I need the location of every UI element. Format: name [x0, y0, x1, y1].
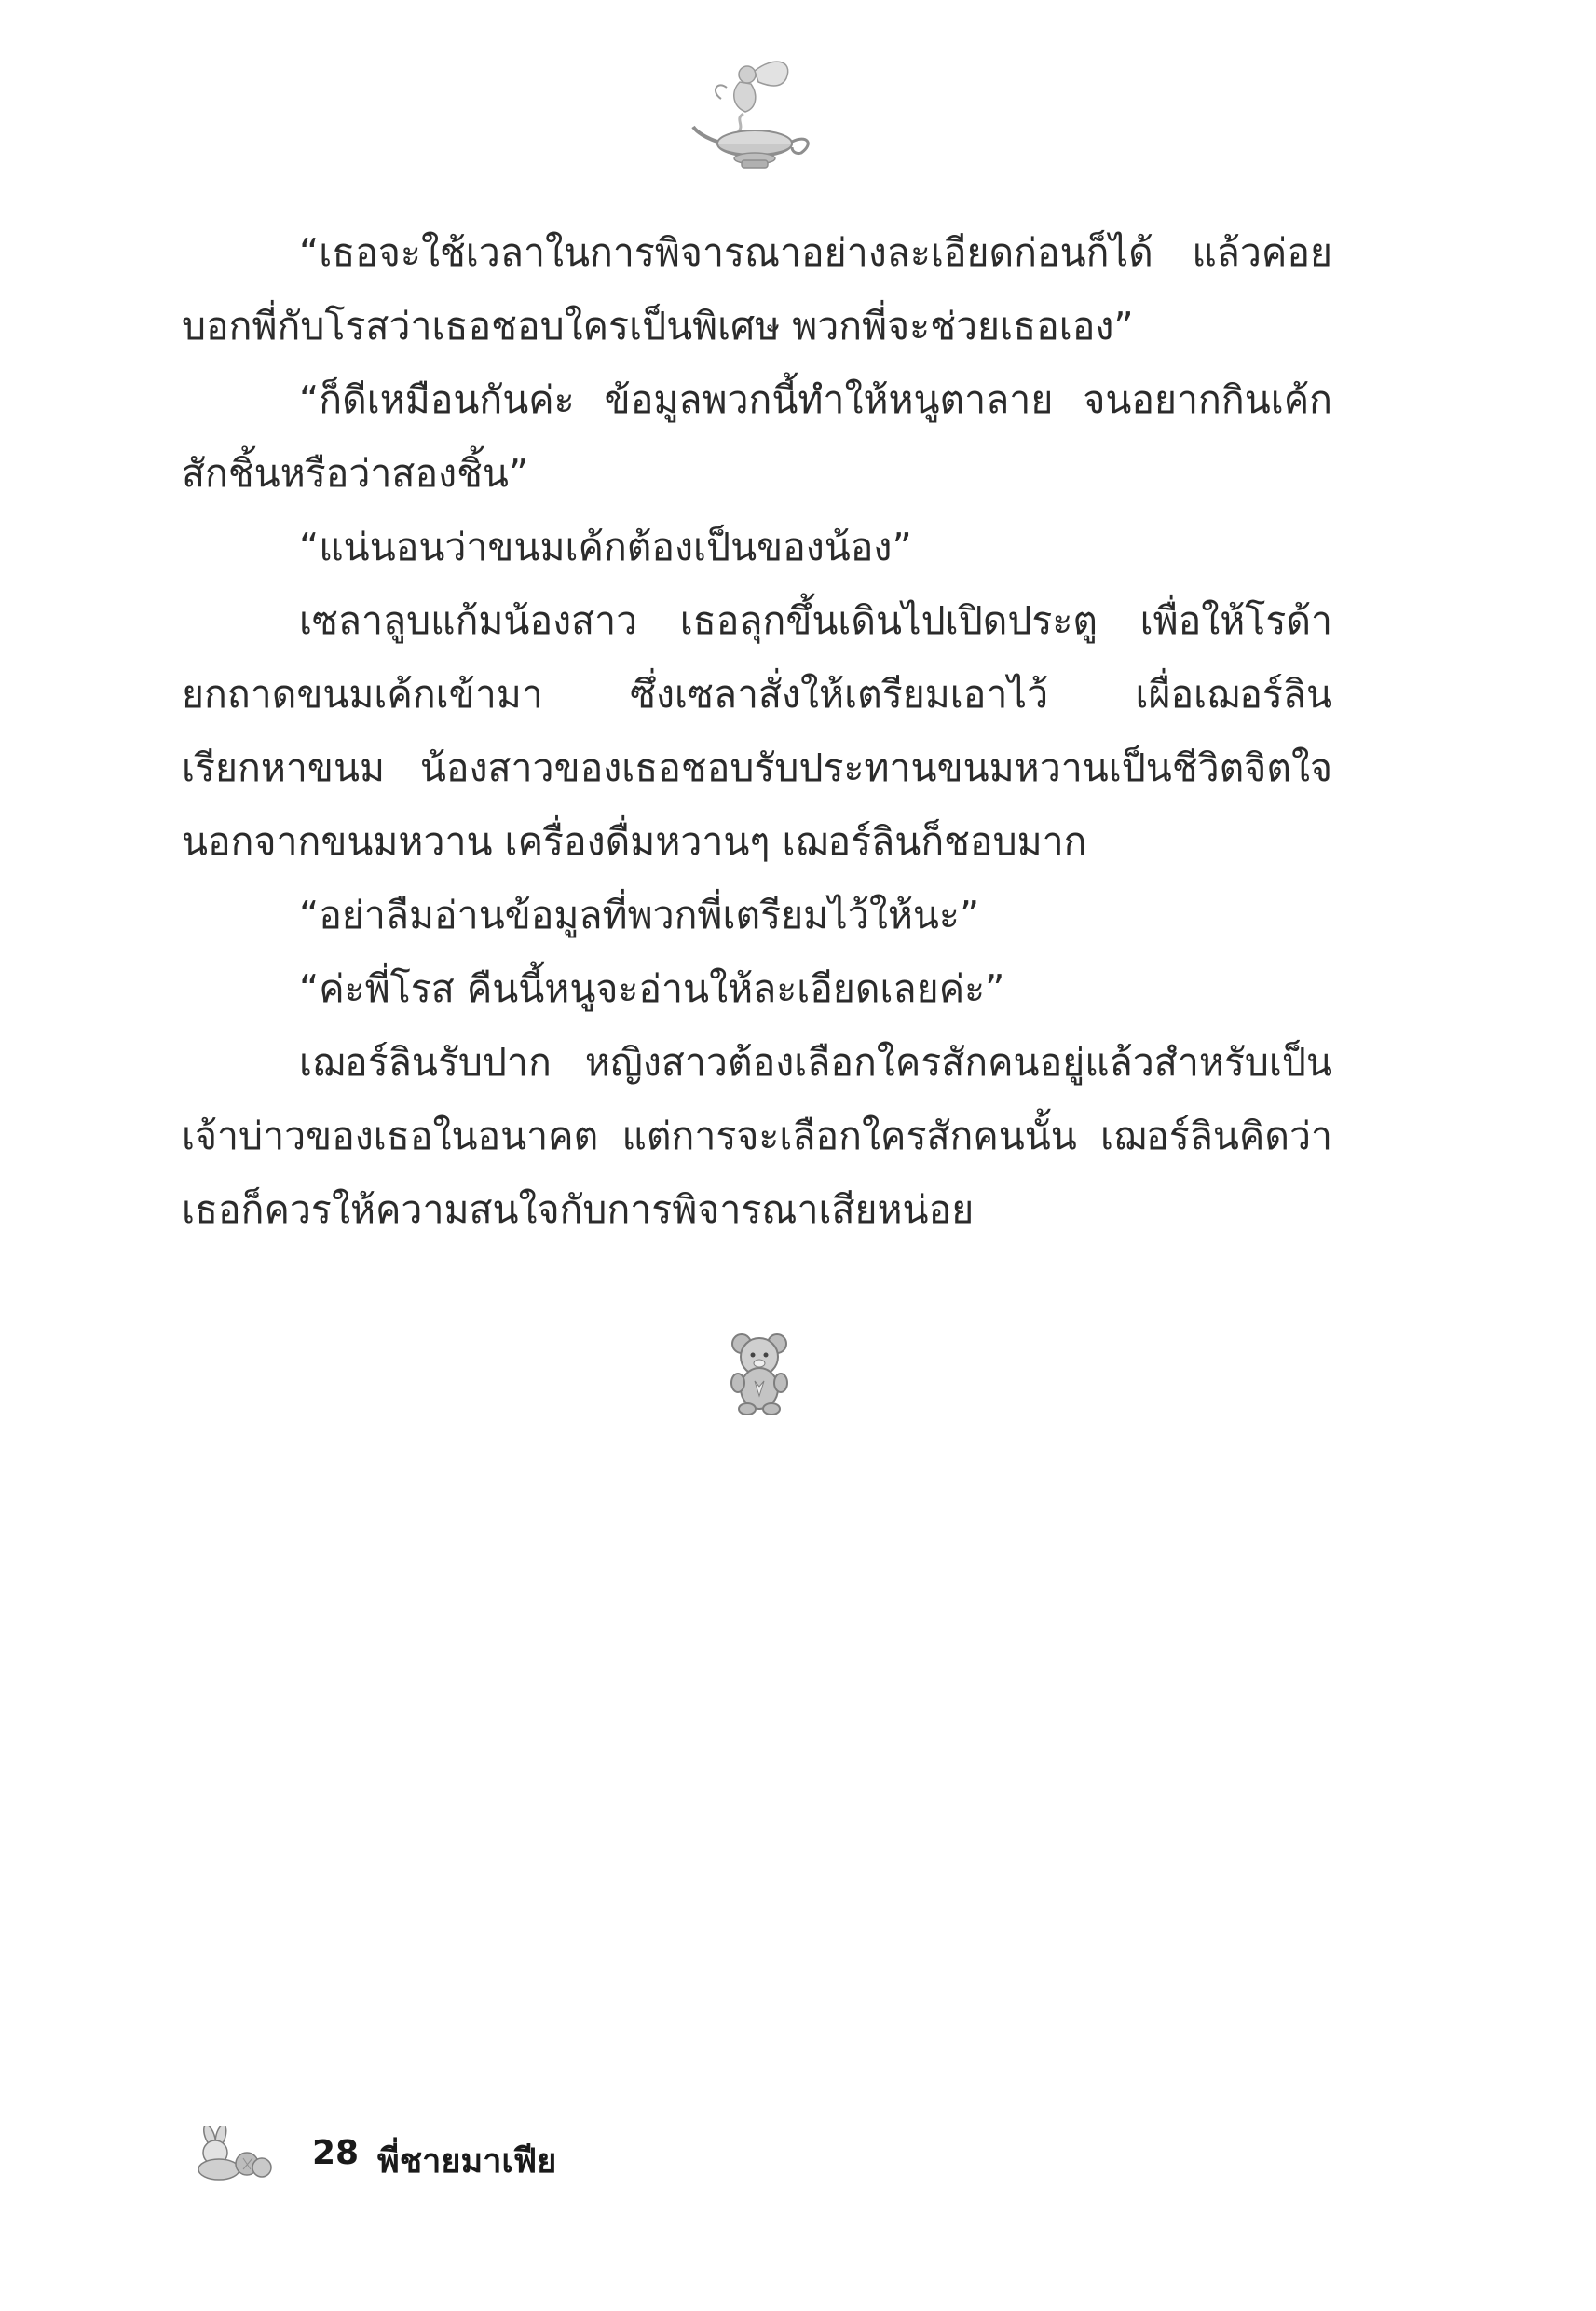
paragraph-line: ยกถาดขนมเค้กเข้ามา ซึ่งเซลาสั่งให้เตรียมเอาไว้ เผื่อเฌอร์ลิน	[182, 672, 1332, 717]
paragraph-line: เธอก็ควรให้ความสนใจกับการพิจารณาเสียหน่อย	[182, 1187, 975, 1232]
paragraph-line: “ค่ะพี่โรส คืนนี้หนูจะอ่านให้ละเอียดเลยค่ะ”	[299, 966, 1005, 1011]
paragraph-line: เจ้าบ่าวของเธอในอนาคต แต่การจะเลือกใครสักคนนั้น เฌอร์ลินคิดว่า	[182, 1114, 1332, 1158]
paragraph-line: เฌอร์ลินรับปาก หญิงสาวต้องเลือกใครสักคนอยู่แล้วสำหรับเป็น	[299, 1040, 1332, 1085]
genie-lamp-icon	[689, 54, 820, 175]
paragraph-line: “แน่นอนว่าขนมเค้กต้องเป็นของน้อง”	[299, 525, 912, 569]
paragraph-line: เรียกหาขนม น้องสาวของเธอชอบรับประทานขนมหวานเป็นชีวิตจิตใจ	[182, 745, 1332, 790]
paragraph-line: สักชิ้นหรือว่าสองชิ้น”	[182, 451, 529, 496]
paragraph-line: “อย่าลืมอ่านข้อมูลที่พวกพี่เตรียมไว้ให้นะ”	[299, 893, 980, 937]
page-number: 28	[312, 2134, 360, 2172]
book-title: พี่ชายมาเฟีย	[377, 2142, 557, 2181]
paragraph-line: บอกพี่กับโรสว่าเธอชอบใครเป็นพิเศษ พวกพี่จะช่วยเธอเอง”	[182, 304, 1134, 349]
paragraph-line: “เธอจะใช้เวลาในการพิจารณาอย่างละเอียดก่อนก็ได้ แล้วค่อย	[299, 230, 1332, 275]
page-footer	[191, 2126, 750, 2182]
bunny-icon	[191, 2126, 275, 2181]
paragraph-line: นอกจากขนมหวาน เครื่องดื่มหวานๆ เฌอร์ลินก็ชอบมาก	[182, 819, 1087, 864]
teddy-bear-icon	[727, 1331, 792, 1416]
paragraph-line: “ก็ดีเหมือนกันค่ะ ข้อมูลพวกนี้ทำให้หนูตาลาย จนอยากกินเค้ก	[299, 377, 1332, 422]
story-text	[182, 216, 1332, 1247]
paragraph-line: เซลาลูบแก้มน้องสาว เธอลุกขึ้นเดินไปเปิดประตู เพื่อให้โรด้า	[299, 598, 1332, 643]
